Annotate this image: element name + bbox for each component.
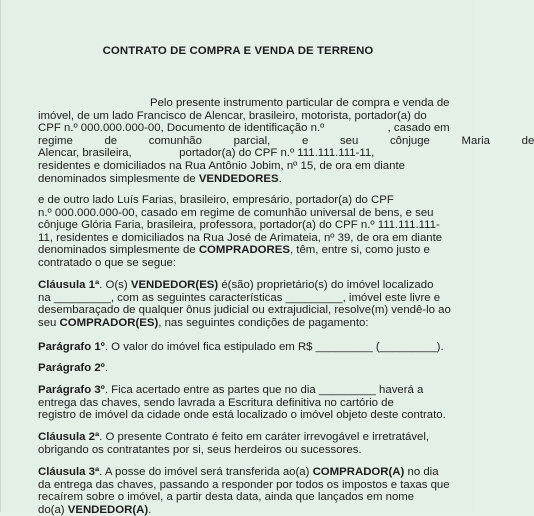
text-fragment: . A posse do imóvel será transferida ao(a) bbox=[99, 466, 313, 478]
text-fragment: . bbox=[104, 362, 109, 374]
text-line bbox=[38, 362, 434, 375]
seller-label: VENDEDOR(A) bbox=[67, 503, 149, 516]
text-line bbox=[38, 384, 434, 397]
text-line: desembaraçado de qualquer ônus judicial ou extrajudicial, resolve(m) vendê-lo ao bbox=[38, 304, 451, 317]
text-line: imóvel, de um lado Francisco de Alencar, brasileiro, motorista, portador(a) do bbox=[38, 109, 427, 122]
text-fragment: . O valor do imóvel fica estipulado em R$ _________ (_________). bbox=[104, 341, 444, 353]
text-line bbox=[38, 504, 434, 516]
text-line bbox=[38, 317, 434, 330]
text-line bbox=[38, 466, 439, 479]
clause-2 bbox=[38, 431, 434, 456]
text-line: e de outro lado Luís Farias, brasileiro, empresário, portador(a) do CPF bbox=[38, 194, 394, 206]
paragraph-heading: Parágrafo 1º bbox=[38, 341, 105, 353]
text-fragment: . O presente Contrato é feito em caráter irrevogável e irretratável, bbox=[99, 431, 430, 443]
text-line: Pelo presente instrumento particular de compra e venda de bbox=[150, 97, 450, 109]
text-line: registro de imóvel da cidade onde está localizado o imóvel objeto deste contrato. bbox=[38, 409, 446, 422]
text-fragment: denominados simplesmente de bbox=[38, 244, 199, 257]
text-fragment: denominados simplesmente de bbox=[38, 172, 199, 185]
text-line: recaírem sobre o imóvel, a partir desta data, ainda que lançados em nome bbox=[38, 491, 415, 504]
clause-heading: Cláusula 1ª bbox=[38, 279, 100, 291]
text-fragment: . bbox=[148, 503, 152, 516]
text-line: 11, residentes e domiciliados na Rua José de Arimateia, nº 39, de ora em diante bbox=[38, 231, 443, 244]
text-line bbox=[38, 279, 434, 292]
text-line: CPF n.º 000.000.000-00, Documento de identificação n.º , casado em bbox=[38, 122, 450, 135]
buyer-label: COMPRADOR(A) bbox=[312, 466, 405, 478]
text-fragment: do(a) bbox=[38, 503, 68, 516]
sellers-label: VENDEDOR(ES) bbox=[130, 279, 219, 291]
text-line bbox=[38, 431, 434, 444]
text-line: obrigando os contratantes por si, seus herdeiros ou sucessores. bbox=[38, 443, 362, 456]
sellers-label: VENDEDORES bbox=[198, 172, 279, 185]
buyers-label: COMPRADORES bbox=[198, 244, 290, 257]
text-line: residentes e domiciliados na Rua Antônio Jobim, nº 15, de ora em diante bbox=[38, 159, 405, 172]
paragraph-2 bbox=[38, 362, 434, 375]
text-fragment: , têm, entre si, como justo e bbox=[289, 244, 430, 257]
text-line: entrega das chaves, sendo lavrada a Escritura definitiva no cartório de bbox=[38, 396, 394, 409]
text-line: n.º 000.000.000-00, casado em regime de comunhão universal de bens, e seu bbox=[38, 206, 434, 219]
buyers-label: COMPRADOR(ES) bbox=[59, 316, 159, 329]
text-line bbox=[38, 341, 444, 354]
clause-heading: Cláusula 2ª bbox=[38, 431, 100, 443]
text-fragment: é(são) proprietário(s) do imóvel localizado bbox=[218, 279, 434, 291]
text-fragment: no dia bbox=[404, 466, 439, 478]
clause-heading: Cláusula 3ª bbox=[38, 466, 100, 478]
text-line: cônjuge Glória Faria, brasileira, professora, portador(a) do CPF n.º 111.111.111- bbox=[38, 219, 440, 232]
text-fragment: , nas seguintes condições de pagamento: bbox=[158, 316, 369, 329]
text-line: contratado o que se segue: bbox=[38, 256, 177, 269]
sellers-paragraph bbox=[38, 97, 534, 185]
buyers-paragraph bbox=[38, 194, 443, 270]
document-title: CONTRATO DE COMPRA E VENDA DE TERRENO bbox=[102, 45, 374, 57]
paragraph-heading: Parágrafo 2º bbox=[38, 362, 105, 374]
clause-3 bbox=[38, 466, 450, 516]
paragraph-3 bbox=[38, 384, 446, 422]
text-fragment: . bbox=[278, 172, 282, 185]
text-line: na _________, com as seguintes características _________, imóvel este livre e bbox=[38, 291, 441, 304]
text-line: Alencar, brasileira, portador(a) do CPF n.º 111.111.111-11, bbox=[38, 147, 375, 160]
text-line bbox=[38, 173, 434, 186]
clause-1 bbox=[38, 279, 451, 329]
paragraph-heading: Parágrafo 3º bbox=[38, 384, 105, 396]
text-line: da entrega das chaves, passando a responder por todos os impostos e taxas que bbox=[38, 478, 450, 491]
text-fragment: . Fica acertado entre as partes que no dia _________ haverá a bbox=[104, 384, 424, 396]
text-line: regime de comunhão parcial, e seu cônjuge Maria de bbox=[38, 134, 534, 147]
text-fragment: . O(s) bbox=[99, 279, 131, 291]
text-line bbox=[38, 244, 434, 257]
text-fragment: seu bbox=[38, 316, 60, 329]
paragraph-1 bbox=[38, 341, 444, 354]
